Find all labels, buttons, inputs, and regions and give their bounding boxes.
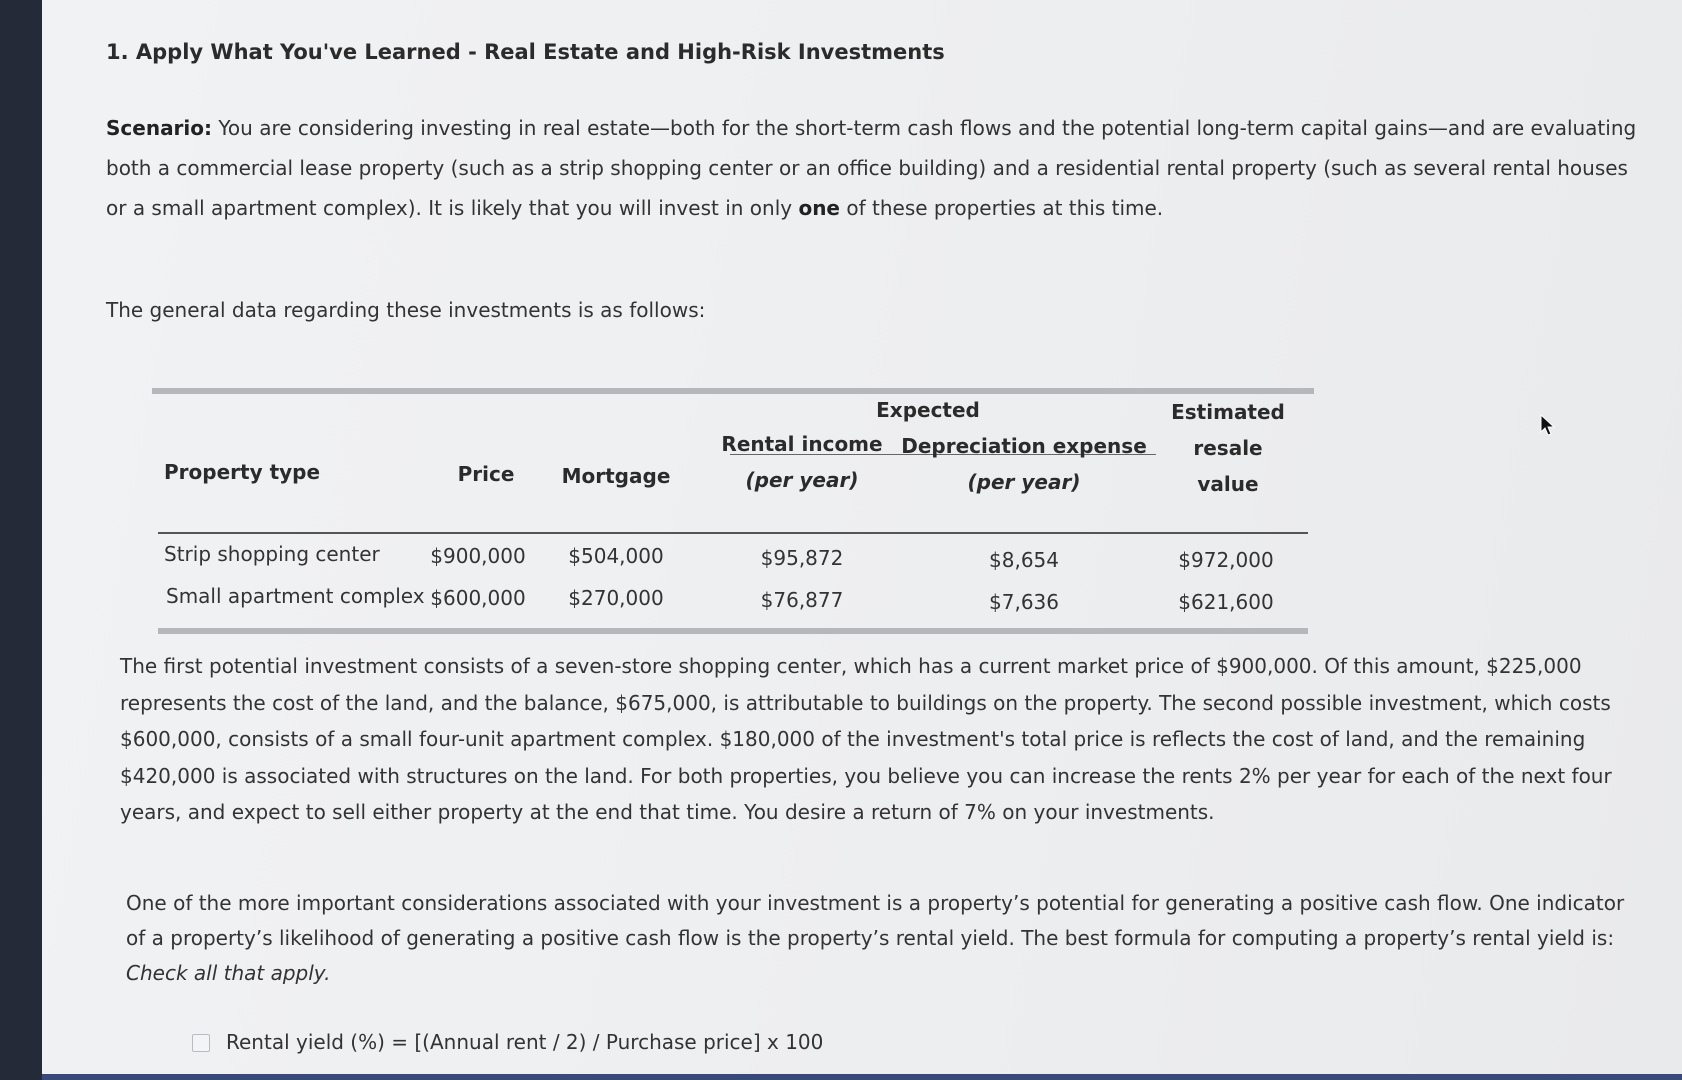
table-intro-text: The general data regarding these investments is as follows: bbox=[106, 298, 706, 322]
table-bottom-rule bbox=[158, 628, 1308, 634]
row-2-mortgage: $270,000 bbox=[568, 586, 664, 610]
answer-option-1-checkbox[interactable] bbox=[192, 1034, 210, 1052]
row-2-depreciation: $7,636 bbox=[989, 590, 1059, 614]
header-depreciation: Depreciation expense bbox=[901, 434, 1147, 458]
investment-data-table bbox=[152, 352, 1314, 642]
rental-yield-question-text: One of the more important considerations associated with your investment is a property’s potential for generating a positive cash flow. One indicator of a property’s likelihood of generating a positive cash flow is the property’s rental yield. The best formula for computing a property’s rental yield is: bbox=[126, 891, 1625, 950]
scenario-paragraph bbox=[106, 108, 1646, 228]
header-rental-income-unit: (per year) bbox=[745, 468, 859, 492]
question-page bbox=[42, 0, 1682, 1074]
investment-details-paragraph: The first potential investment consists of a seven-store shopping center, which has a current market price of $900,000. Of this amount, $225,000 represents the cost of the land, and the balance, $675,000, is attributable to buildings on the property. The second possible investment, which costs $600,000, consists of a small four-unit apartment complex. $180,000 of the investment's total price is reflects the cost of land, and the remaining $420,000 is associated with structures on the land. For both properties, you believe you can increase the rents 2% per year for each of the next four years, and expect to sell either property at the end that time. You desire a return of 7% on your investments. bbox=[120, 654, 1612, 824]
scenario-label: Scenario: bbox=[106, 116, 213, 140]
row-2-price: $600,000 bbox=[430, 586, 526, 610]
header-resale-line-1: Estimated bbox=[1171, 400, 1285, 424]
header-mortgage: Mortgage bbox=[561, 464, 671, 488]
header-rental-income: Rental income bbox=[721, 432, 883, 456]
rental-yield-question bbox=[126, 886, 1626, 991]
row-1-depreciation: $8,654 bbox=[989, 548, 1059, 572]
answer-option-1-label[interactable]: Rental yield (%) = [(Annual rent / 2) / Purchase price] x 100 bbox=[226, 1030, 824, 1054]
row-2-resale: $621,600 bbox=[1178, 590, 1274, 614]
check-all-instruction: Check all that apply. bbox=[126, 961, 331, 985]
table-header-rule bbox=[158, 532, 1308, 534]
screen-bottom-edge bbox=[42, 1074, 1682, 1080]
scenario-emphasis: one bbox=[798, 196, 840, 220]
row-2-rental-income: $76,877 bbox=[760, 588, 844, 612]
header-price: Price bbox=[457, 462, 515, 486]
mouse-pointer-icon bbox=[1539, 414, 1555, 436]
table-top-rule bbox=[152, 388, 1314, 394]
row-1-rental-income: $95,872 bbox=[760, 546, 844, 570]
row-1-price: $900,000 bbox=[430, 544, 526, 568]
row-1-property-type: Strip shopping center bbox=[164, 542, 380, 566]
question-title: 1. Apply What You've Learned - Real Estate and High-Risk Investments bbox=[106, 40, 945, 64]
scenario-text-part-1: You are considering investing in real estate—both for the short-term cash flows and the potential long-term capital gains—and are evaluating both a commercial lease property (such as a strip shopping center or an office building) and a residential rental property (such as several rental houses or a small apartment complex). It is likely that you will invest in only bbox=[106, 116, 1637, 220]
scenario-text-part-2: of these properties at this time. bbox=[840, 196, 1164, 220]
row-1-mortgage: $504,000 bbox=[568, 544, 664, 568]
row-1-resale: $972,000 bbox=[1178, 548, 1274, 572]
header-resale-line-2: resale bbox=[1193, 436, 1263, 460]
row-2-property-type: Small apartment complex bbox=[166, 584, 425, 608]
header-resale-line-3: value bbox=[1197, 472, 1259, 496]
header-expected: Expected bbox=[876, 398, 980, 422]
header-depreciation-unit: (per year) bbox=[967, 470, 1081, 494]
header-property-type: Property type bbox=[164, 460, 321, 484]
screen-bezel bbox=[0, 0, 42, 1080]
